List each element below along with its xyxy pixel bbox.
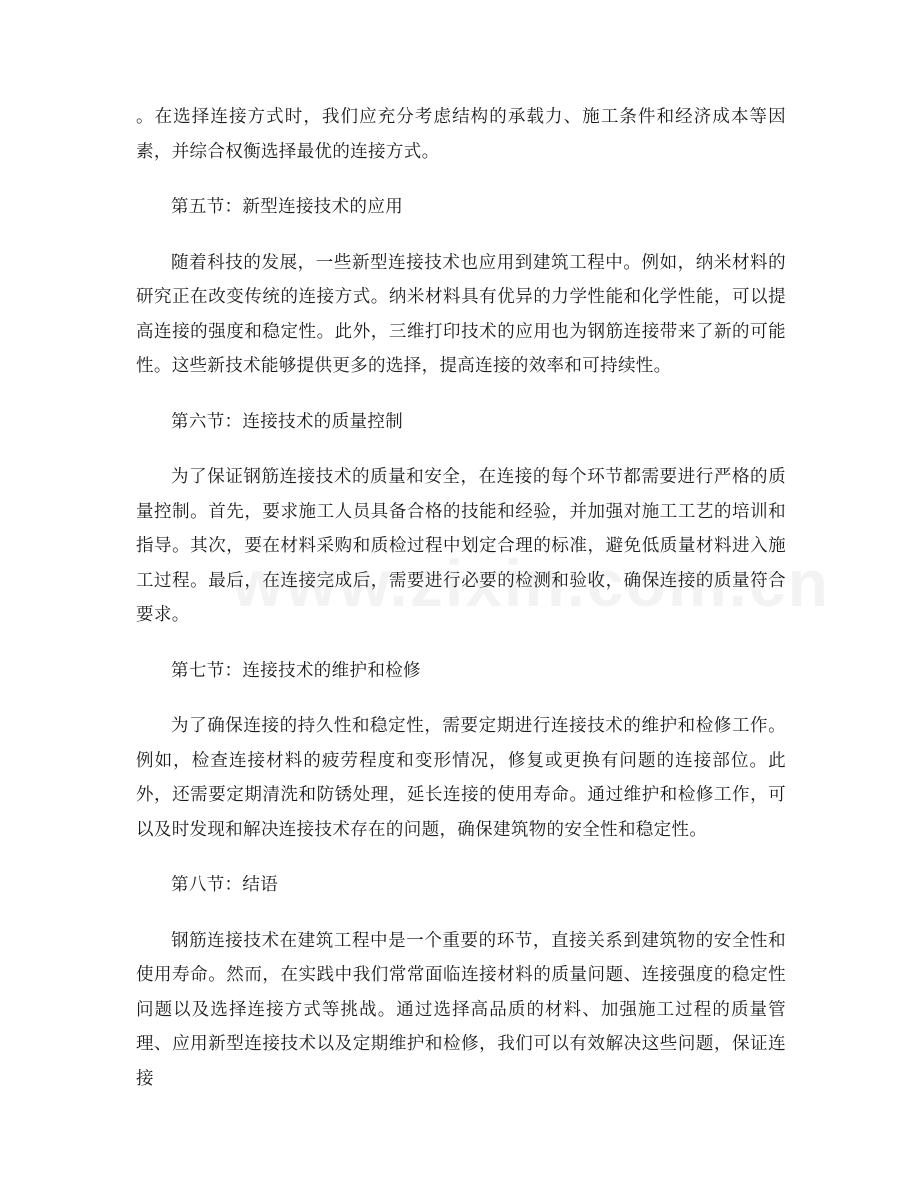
document-body [136, 100, 786, 1096]
paragraph-continuation: 。在选择连接方式时，我们应充分考虑结构的承载力、施工条件和经济成本等因素，并综合权衡选择最优的连接方式。 [136, 107, 786, 162]
section-heading-5: 第五节：新型连接技术的应用 [171, 197, 404, 217]
paragraph-section-5: 随着科技的发展，一些新型连接技术也应用到建筑工程中。例如，纳米材料的研究正在改变传统的连接方式。纳米材料具有优异的力学性能和化学性能，可以提高连接的强度和稳定性。此外，三维打印技术的应用也为钢筋连接带来了新的可能性。这些新技术能够提供更多的选择，提高连接的效率和可持续性。 [136, 252, 786, 376]
section-heading-8: 第八节：结语 [171, 875, 279, 895]
paragraph-section-7: 为了确保连接的持久性和稳定性，需要定期进行连接技术的维护和检修工作。例如，检查连接材料的疲劳程度和变形情况，修复或更换有问题的连接部位。此外，还需要定期清洗和防锈处理，延长连接的使用寿命。通过维护和检修工作，可以及时发现和解决连接技术存在的问题，确保建筑物的安全性和稳定性。 [136, 716, 786, 840]
paragraph-section-6: 为了保证钢筋连接技术的质量和安全，在连接的每个环节都需要进行严格的质量控制。首先，要求施工人员具备合格的技能和经验，并加强对施工工艺的培训和指导。其次，要在材料采购和质检过程中划定合理的标准，避免低质量材料进入施工过程。最后，在连接完成后，需要进行必要的检测和验收，确保连接的质量符合要求。 [136, 467, 786, 625]
paragraph-section-8: 钢筋连接技术在建筑工程中是一个重要的环节，直接关系到建筑物的安全性和使用寿命。然而，在实践中我们常常面临连接材料的质量问题、连接强度的稳定性问题以及选择连接方式等挑战。通过选择高品质的材料、加强施工过程的质量管理、应用新型连接技术以及定期维护和检修，我们可以有效解决这些问题，保证连接 [136, 930, 786, 1089]
section-heading-7: 第七节：连接技术的维护和检修 [171, 660, 421, 681]
section-heading-6: 第六节：连接技术的质量控制 [171, 411, 404, 432]
